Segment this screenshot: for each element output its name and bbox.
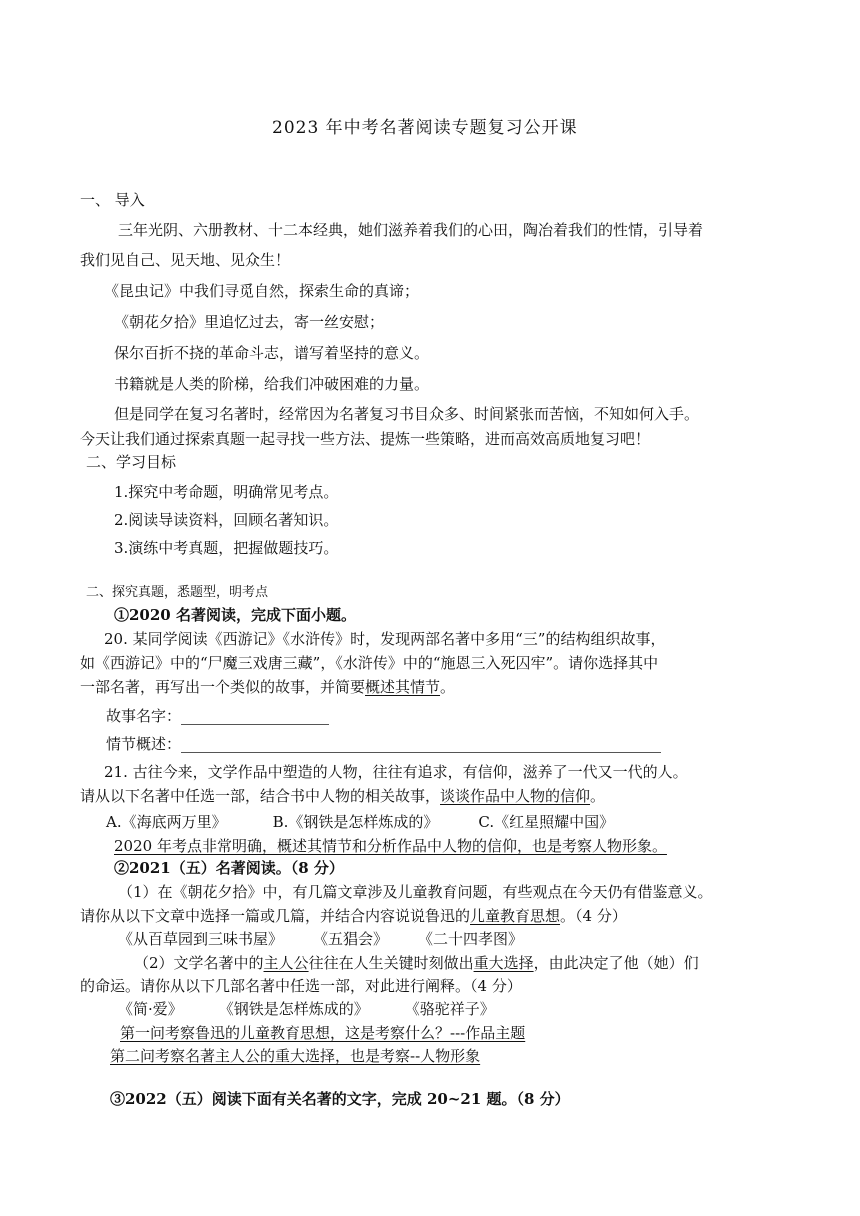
intro-paragraph-1b: 我们见自己、见天地、见众生！ — [80, 251, 291, 269]
q21-line-b-end: 。 — [590, 787, 606, 805]
q2021-p2-mid: 往往在人生关键时刻做出 — [308, 954, 474, 972]
option-c: C.《红星照耀中国》 — [478, 813, 615, 831]
q2021-p1-end: 。（4 分） — [560, 907, 627, 925]
q21-options — [106, 812, 614, 832]
q21-line-a: 21. 古往今来，文学作品中塑造的人物，往往有追求，有信仰，滋养了一代又一代的人。 — [104, 763, 688, 781]
q21-emphasis: 谈谈作品中人物的信仰 — [440, 787, 591, 805]
q2020-title: ①2020 名著阅读，完成下面小题。 — [114, 606, 356, 624]
story-name-label: 故事名字： — [106, 707, 182, 725]
q2021-p2-line-a — [134, 953, 699, 973]
intro-line-3: 保尔百折不挠的革命斗志，谱写着坚持的意义。 — [114, 344, 430, 362]
q2021-works-2 — [118, 999, 495, 1019]
q2022-title: ③2022（五）阅读下面有关名著的文字，完成 20~21 题。（8 分） — [110, 1090, 570, 1108]
q2021-p2-emphasis-1: 主人公 — [263, 954, 309, 972]
section-intro-heading: 一、 导入 — [80, 191, 145, 209]
intro-paragraph-2a: 但是同学在复习名著时，经常因为名著复习书目众多、时间紧张而苦恼，不知如何入手。 — [114, 405, 700, 423]
work-steel: 《钢铁是怎样炼成的》 — [218, 1000, 369, 1018]
q20-emphasis: 概述其情节 — [365, 678, 441, 696]
q2021-p1-text: 请你从以下文章中选择一篇或几篇，并结合内容说说鲁迅的 — [80, 907, 471, 925]
plot-summary-row — [106, 734, 661, 754]
intro-line-2: 《朝花夕拾》里追忆过去，寄一丝安慰； — [114, 313, 385, 331]
page-title: 2023 年中考名著阅读专题复习公开课 — [272, 118, 578, 138]
goal-item-1: 1.探究中考命题，明确常见考点。 — [114, 483, 339, 501]
q20-line-c-end: 。 — [440, 678, 456, 696]
work-ershisixiao: 《二十四孝图》 — [418, 930, 524, 948]
goal-item-3: 3.演练中考真题，把握做题技巧。 — [114, 539, 339, 557]
q2021-note-2: 第二问考察名著主人公的重大选择，也是考察--人物形象 — [110, 1047, 481, 1065]
q2021-p2-text: （2）文学名著中的 — [134, 954, 264, 972]
work-wuchanghui: 《五猖会》 — [313, 930, 389, 948]
q20-line-c-text: 一部名著，再写出一个类似的故事，并简要 — [80, 678, 366, 696]
goal-item-2: 2.阅读导读资料，回顾名著知识。 — [114, 511, 339, 529]
q2021-p2-emphasis-2: 重大选择 — [473, 954, 534, 972]
story-name-row — [106, 706, 329, 726]
work-camel-xiangzi: 《骆驼祥子》 — [404, 1000, 495, 1018]
section-explore-heading: 二、探究真题，悉题型，明考点 — [86, 585, 269, 600]
option-b: B.《钢铁是怎样炼成的》 — [272, 813, 439, 831]
plot-summary-label: 情节概述： — [106, 735, 182, 753]
q2021-p2-line-b: 的命运。请你从以下几部名著中任选一部，对此进行阐释。（4 分） — [80, 977, 522, 995]
q2021-p1-emphasis: 儿童教育思想 — [470, 907, 561, 925]
q2021-p1-line-a: （1）在《朝花夕拾》中，有几篇文章涉及儿童教育问题，有些观点在今天仍有借鉴意义。 — [118, 883, 713, 901]
q21-line-b — [80, 786, 605, 806]
option-a: A.《海底两万里》 — [106, 813, 227, 831]
intro-paragraph-2b: 今天让我们通过探索真题一起寻找一些方法、提炼一些策略，进而高效高质地复习吧！ — [80, 430, 651, 448]
intro-paragraph-1a: 三年光阴、六册教材、十二本经典，她们滋养着我们的心田，陶冶着我们的性情，引导着 — [118, 221, 704, 239]
q2021-p1-line-b — [80, 906, 627, 926]
intro-line-1: 《昆虫记》中我们寻觅自然，探索生命的真谛； — [104, 282, 420, 300]
q2021-title: ②2021（五）名著阅读。（8 分） — [114, 859, 344, 877]
work-jane-eyre: 《简·爱》 — [118, 1000, 183, 1018]
story-name-blank[interactable] — [181, 710, 329, 725]
intro-line-4: 书籍就是人类的阶梯，给我们冲破困难的力量。 — [114, 375, 430, 393]
q2021-p2-end: ，由此决定了他（她）们 — [533, 954, 699, 972]
q20-line-c — [80, 677, 455, 697]
q2021-works-1 — [118, 929, 523, 949]
section-goals-heading: 二、学习目标 — [86, 453, 177, 471]
q21-line-b-text: 请从以下名著中任选一部，结合书中人物的相关故事， — [80, 787, 441, 805]
q2020-note: 2020 年考点非常明确，概述其情节和分析作品中人物的信仰，也是考察人物形象。 — [114, 837, 667, 855]
q2021-note-1: 第一问考察鲁迅的儿童教育思想，这是考察什么？---作品主题 — [120, 1024, 526, 1042]
plot-summary-blank[interactable] — [181, 738, 661, 753]
q20-line-a: 20. 某同学阅读《西游记》《水浒传》时，发现两部名著中多用“三”的结构组织故事， — [104, 630, 666, 648]
work-baicaoyuan: 《从百草园到三味书屋》 — [118, 930, 284, 948]
q20-line-b: 如《西游记》中的“尸魔三戏唐三藏”，《水浒传》中的“施恩三入死囚牢”。请你选择其中 — [80, 654, 659, 672]
